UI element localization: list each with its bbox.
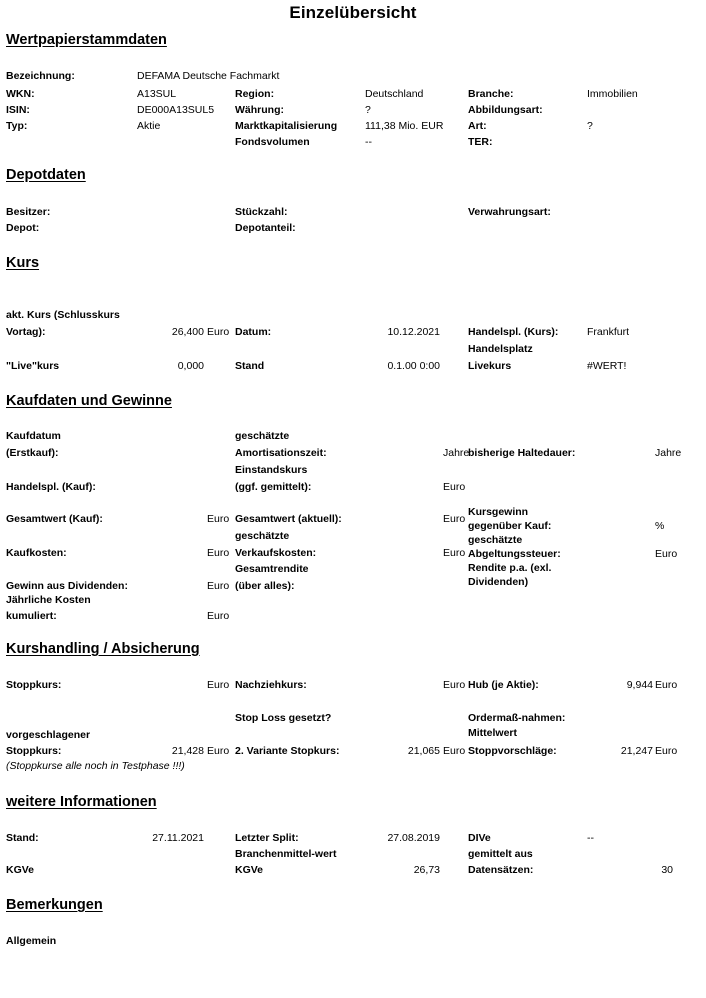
section-heading-kurs: Kurs <box>6 255 40 271</box>
value-kurs-datum: 10.12.2021 <box>387 326 440 338</box>
unit-nachziehkurs: Euro <box>443 679 466 691</box>
value-hub-je-aktie: 9,944 <box>626 679 653 691</box>
label-gesamtwert-kauf: Gesamtwert (Kauf): <box>6 513 103 525</box>
value-variante2-stopkurs: 21,065 <box>407 745 440 757</box>
label-besitzer: Besitzer: <box>6 206 51 218</box>
unit-variante2-stopkurs: Euro <box>443 745 466 757</box>
label-gewinn-dividenden: Gewinn aus Dividenden: <box>6 580 128 592</box>
label-verkaufskosten-line1: geschätzte <box>235 530 290 542</box>
label-mittelwert-stoppvorschlaege-line2: Stoppvorschläge: <box>468 745 557 757</box>
label-marktkapitalisierung: Marktkapitalisierung <box>235 120 338 132</box>
label-isin: ISIN: <box>6 104 30 116</box>
value-gemittelt-aus-datensaetzen: 30 <box>661 864 673 876</box>
label-bezeichnung: Bezeichnung: <box>6 70 75 82</box>
label-depot: Depot: <box>6 222 40 234</box>
label-stueckzahl: Stückzahl: <box>235 206 288 218</box>
label-nachziehkurs: Nachziehkurs: <box>235 679 307 691</box>
label-typ: Typ: <box>6 120 28 132</box>
label-kaufdatum-line1: Kaufdatum <box>6 430 61 442</box>
label-letzter-split: Letzter Split: <box>235 832 299 844</box>
unit-gesamtwert-aktuell: Euro <box>443 513 466 525</box>
section-heading-stammdaten: Wertpapierstammdaten <box>6 32 167 48</box>
unit-bisherige-haltedauer: Jahre <box>655 447 682 459</box>
label-kursgewinn-line2: gegenüber Kauf: <box>468 520 552 532</box>
label-branchen-kgve: KGVe <box>235 864 264 876</box>
unit-abgeltungssteuer: Euro <box>655 548 678 560</box>
label-kgve: KGVe <box>6 864 35 876</box>
value-bezeichnung: DEFAMA Deutsche Fachmarkt <box>137 70 280 82</box>
label-dive: DIVe <box>468 832 491 844</box>
unit-hub-je-aktie: Euro <box>655 679 678 691</box>
label-abgeltungssteuer-line1: geschätzte <box>468 534 523 546</box>
label-handelsplatz: Handelsplatz <box>468 343 533 355</box>
label-amortisationszeit-line2: Amortisationszeit: <box>235 447 327 459</box>
label-kursgewinn-line1: Kursgewinn <box>468 506 529 518</box>
unit-stoppkurs: Euro <box>207 679 230 691</box>
label-verkaufskosten-line2: Verkaufskosten: <box>235 547 317 559</box>
label-stand: Stand: <box>6 832 39 844</box>
unit-verkaufskosten: Euro <box>443 547 466 559</box>
value-region: Deutschland <box>365 88 424 100</box>
value-letzter-split: 27.08.2019 <box>387 832 440 844</box>
section-heading-depotdaten: Depotdaten <box>6 167 86 183</box>
label-vorgeschlagener-stoppkurs-line2: Stoppkurs: <box>6 745 62 757</box>
value-dive: -- <box>587 832 594 844</box>
value-branchen-kgve: 26,73 <box>413 864 440 876</box>
label-aktueller-kurs-line1: akt. Kurs (Schlusskurs <box>6 309 120 321</box>
unit-jaehrliche-kosten: Euro <box>207 610 230 622</box>
value-mittelwert-stoppvorschlaege: 21,247 <box>620 745 653 757</box>
label-rendite-pa-line2: Dividenden) <box>468 576 529 588</box>
label-allgemein: Allgemein <box>6 935 57 947</box>
section-heading-kaufdaten: Kaufdaten und Gewinne <box>6 393 172 409</box>
label-variante2-stopkurs: 2. Variante Stopkurs: <box>235 745 340 757</box>
value-isin: DE000A13SUL5 <box>137 104 215 116</box>
label-jaehrliche-kosten-line1: Jährliche Kosten <box>6 594 91 606</box>
unit-gewinn-dividenden: Euro <box>207 580 230 592</box>
label-ordermassnahmen: Ordermaß-nahmen: <box>468 712 566 724</box>
unit-vorgeschlagener-stoppkurs: Euro <box>207 745 230 757</box>
value-branche: Immobilien <box>587 88 638 100</box>
label-amortisationszeit-line1: geschätzte <box>235 430 290 442</box>
unit-aktueller-kurs: Euro <box>207 326 230 338</box>
label-rendite-pa-line1: Rendite p.a. (exl. <box>468 562 552 574</box>
section-heading-bemerkungen: Bemerkungen <box>6 897 103 913</box>
unit-einstandskurs: Euro <box>443 481 466 493</box>
value-marktkapitalisierung: 111,38 Mio. EUR <box>365 120 444 132</box>
label-hub-je-aktie: Hub (je Aktie): <box>468 679 539 691</box>
label-wkn: WKN: <box>6 88 35 100</box>
label-art: Art: <box>468 120 487 132</box>
label-gesamtrendite-line2: (über alles): <box>235 580 295 592</box>
value-livekurs-wert: #WERT! <box>587 360 627 372</box>
label-handelsplatz-kauf: Handelspl. (Kauf): <box>6 481 96 493</box>
value-handelsplatz-kurs: Frankfurt <box>587 326 630 338</box>
value-waehrung: ? <box>365 104 371 116</box>
label-fondsvolumen: Fondsvolumen <box>235 136 310 148</box>
label-stop-loss-gesetzt: Stop Loss gesetzt? <box>235 712 332 724</box>
label-mittelwert-stoppvorschlaege-line1: Mittelwert <box>468 727 518 739</box>
page-title: Einzelübersicht <box>289 3 417 22</box>
label-einstandskurs-line1: Einstandskurs <box>235 464 308 476</box>
label-livekurs: "Live"kurs <box>6 360 60 372</box>
label-gemittelt-aus-line1: gemittelt aus <box>468 848 533 860</box>
note-stoppkurse-testphase: (Stoppkurse alle noch in Testphase !!!) <box>6 760 185 772</box>
value-livekurs: 0,000 <box>177 360 204 372</box>
value-vorgeschlagener-stoppkurs: 21,428 <box>171 745 204 757</box>
label-branchenmittelwert: Branchenmittel-wert <box>235 848 337 860</box>
label-region: Region: <box>235 88 275 100</box>
label-verwahrungsart: Verwahrungsart: <box>468 206 551 218</box>
label-ter: TER: <box>468 136 493 148</box>
unit-amortisationszeit: Jahre <box>443 447 470 459</box>
label-branche: Branche: <box>468 88 514 100</box>
unit-mittelwert-stoppvorschlaege: Euro <box>655 745 678 757</box>
label-waehrung: Währung: <box>235 104 284 116</box>
value-aktueller-kurs: 26,400 <box>171 326 204 338</box>
unit-kursgewinn: % <box>655 520 665 532</box>
label-vorgeschlagener-stoppkurs-line1: vorgeschlagener <box>6 729 91 741</box>
label-kurs-datum: Datum: <box>235 326 272 338</box>
label-gesamtrendite-line1: Gesamtrendite <box>235 563 309 575</box>
label-kurs-stand: Stand <box>235 360 265 372</box>
label-depotanteil: Depotanteil: <box>235 222 296 234</box>
value-wkn: A13SUL <box>137 88 177 100</box>
label-livekurs-wert: Livekurs <box>468 360 512 372</box>
unit-gesamtwert-kauf: Euro <box>207 513 230 525</box>
value-stand: 27.11.2021 <box>152 832 204 844</box>
value-typ: Aktie <box>137 120 161 132</box>
label-aktueller-kurs-line2: Vortag): <box>6 326 46 338</box>
label-handelsplatz-kurs: Handelspl. (Kurs): <box>468 326 559 338</box>
label-abgeltungssteuer-line2: Abgeltungssteuer: <box>468 548 561 560</box>
section-heading-kurshandling: Kurshandling / Absicherung <box>6 641 200 657</box>
label-kaufdatum-line2: (Erstkauf): <box>6 447 59 459</box>
value-art: ? <box>587 120 593 132</box>
label-einstandskurs-line2: (ggf. gemittelt): <box>235 481 312 493</box>
value-kurs-stand: 0.1.00 0:00 <box>387 360 440 372</box>
label-abbildungsart: Abbildungsart: <box>468 104 543 116</box>
label-kaufkosten: Kaufkosten: <box>6 547 67 559</box>
label-jaehrliche-kosten-line2: kumuliert: <box>6 610 57 622</box>
section-heading-weitere-informationen: weitere Informationen <box>6 794 157 810</box>
label-bisherige-haltedauer: bisherige Haltedauer: <box>468 447 576 459</box>
label-gemittelt-aus-line2: Datensätzen: <box>468 864 534 876</box>
label-gesamtwert-aktuell: Gesamtwert (aktuell): <box>235 513 342 525</box>
unit-kaufkosten: Euro <box>207 547 230 559</box>
label-stoppkurs: Stoppkurs: <box>6 679 62 691</box>
value-fondsvolumen: -- <box>365 136 372 148</box>
